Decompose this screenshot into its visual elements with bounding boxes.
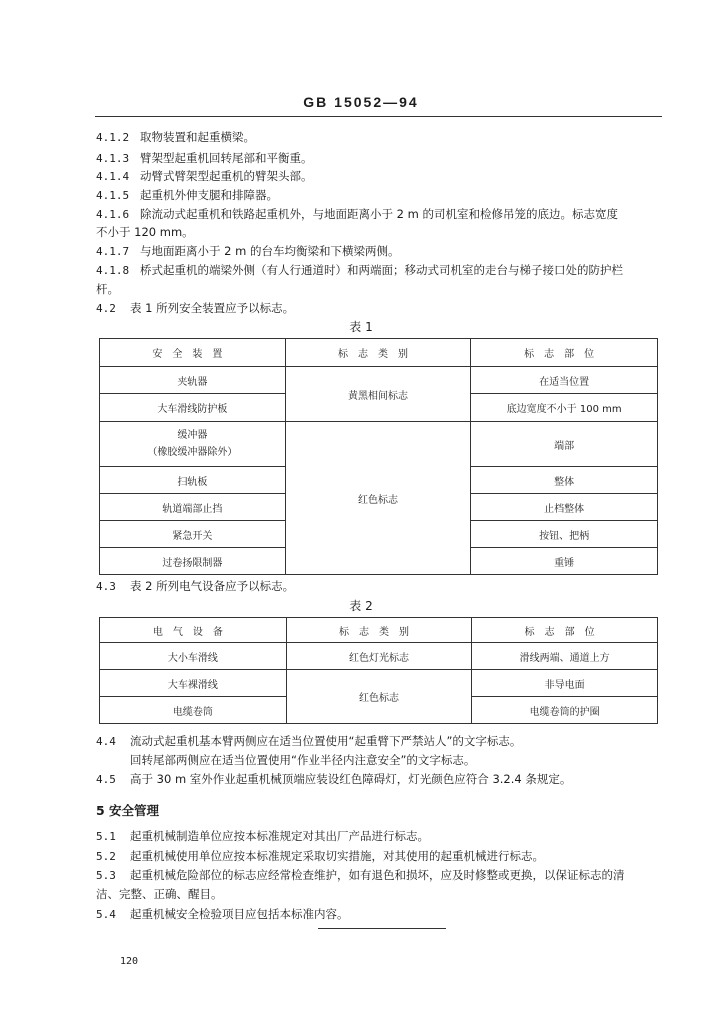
clause-number: 4.1.3 xyxy=(96,152,130,165)
table-cell: 滑线两端、通道上方 xyxy=(472,643,658,670)
clause-number: 4.2 xyxy=(96,302,116,315)
table-header-cell: 标志类别 xyxy=(286,618,472,643)
clause-text: 取物装置和起重横梁。 xyxy=(140,130,255,144)
clause-5-2 xyxy=(96,846,666,867)
table-cell: 在适当位置 xyxy=(471,367,658,394)
table-2-caption: 表 2 xyxy=(349,599,373,613)
cell-line: （橡胶缓冲器除外） xyxy=(147,447,238,458)
clause-number: 5.3 xyxy=(96,869,116,882)
table-cell: 红色标志 xyxy=(285,422,471,575)
table-cell: 大车滑线防护板 xyxy=(100,394,286,422)
clause-number: 5.4 xyxy=(96,908,116,921)
clause-text: 表 1 所列安全装置应予以标志。 xyxy=(130,301,295,315)
table-row xyxy=(100,422,658,467)
table-header-row xyxy=(100,618,658,643)
clause-5-1 xyxy=(96,826,666,847)
table-cell: 止档整体 xyxy=(471,494,658,521)
clause-text: 起重机械安全检验项目应包括本标准内容。 xyxy=(130,907,349,921)
table-cell: 电缆卷筒 xyxy=(100,697,287,724)
clause-4-1-8 xyxy=(96,260,666,281)
clause-4-1-4 xyxy=(96,166,666,187)
table-cell: 电缆卷筒的护圈 xyxy=(472,697,658,724)
table-row xyxy=(100,643,658,670)
clause-4-1-7 xyxy=(96,241,666,262)
table-header-cell: 标志类别 xyxy=(285,339,471,367)
table-cell: 大车裸滑线 xyxy=(100,670,287,697)
table-1 xyxy=(99,338,658,575)
clause-text: 流动式起重机基本臂两侧应在适当位置使用“起重臂下严禁站人”的文字标志。 xyxy=(130,734,522,748)
clause-number: 5.1 xyxy=(96,830,116,843)
clause-4-1-8-continued: 杆。 xyxy=(96,282,119,296)
clause-4-2 xyxy=(96,298,666,319)
clause-number: 4.5 xyxy=(96,773,116,786)
table-header-row xyxy=(100,339,658,367)
end-rule xyxy=(318,928,446,929)
table-header-cell: 标志部位 xyxy=(471,339,658,367)
clause-4-1-6-continued: 不小于 120 mm。 xyxy=(96,225,194,239)
table-cell: 重锤 xyxy=(471,548,658,575)
clause-text: 臂架型起重机回转尾部和平衡重。 xyxy=(140,151,313,165)
table-cell: 端部 xyxy=(471,422,658,467)
table-cell: 扫轨板 xyxy=(100,467,286,494)
clause-text: 桥式起重机的端梁外侧（有人行通道时）和两端面；移动式司机室的走台与梯子接口处的防护栏 xyxy=(140,263,623,277)
clause-number: 4.1.7 xyxy=(96,245,130,258)
table-cell: 夹轨器 xyxy=(100,367,286,394)
clause-5-3-continued: 洁、完整、正确、醒目。 xyxy=(96,887,223,901)
table-cell: 红色灯光标志 xyxy=(286,643,472,670)
clause-4-4 xyxy=(96,731,666,752)
clause-text: 动臂式臂架型起重机的臂架头部。 xyxy=(140,169,313,183)
clause-4-1-2 xyxy=(96,127,666,148)
cell-line: 缓冲器 xyxy=(177,430,208,441)
table-row xyxy=(100,670,658,697)
clause-text: 起重机外伸支腿和排障器。 xyxy=(140,188,278,202)
table-header-cell: 安全装置 xyxy=(100,339,286,367)
clause-number: 4.1.5 xyxy=(96,189,130,202)
clause-number: 4.1.8 xyxy=(96,264,130,277)
table-1-caption: 表 1 xyxy=(349,320,373,334)
table-2 xyxy=(99,617,658,724)
clause-number: 4.3 xyxy=(96,580,116,593)
clause-text: 高于 30 m 室外作业起重机械顶端应装设红色障碍灯，灯光颜色应符合 3.2.4 条规定。 xyxy=(130,772,572,786)
table-cell: 紧急开关 xyxy=(100,521,286,548)
table-cell: 黄黑相间标志 xyxy=(285,367,471,422)
table-header-cell: 标志部位 xyxy=(472,618,658,643)
clause-4-3 xyxy=(96,576,666,597)
table-cell: 非导电面 xyxy=(472,670,658,697)
clause-text: 起重机械使用单位应按本标准规定采取切实措施，对其使用的起重机械进行标志。 xyxy=(130,849,544,863)
table-cell: 整体 xyxy=(471,467,658,494)
clause-4-4-continued: 回转尾部两侧应在适当位置使用“作业半径内注意安全”的文字标志。 xyxy=(130,753,476,767)
clause-number: 5.2 xyxy=(96,850,116,863)
page-number: 120 xyxy=(120,956,139,967)
section-5-heading: 5 安全管理 xyxy=(96,803,160,818)
table-cell: 大小车滑线 xyxy=(100,643,287,670)
table-row xyxy=(100,367,658,394)
table-cell: 底边宽度不小于 100 mm xyxy=(471,394,658,422)
clause-4-1-5 xyxy=(96,185,666,206)
clause-number: 4.1.2 xyxy=(96,131,130,144)
table-cell: 按钮、把柄 xyxy=(471,521,658,548)
clause-text: 起重机械制造单位应按本标准规定对其出厂产品进行标志。 xyxy=(130,829,429,843)
table-cell xyxy=(100,422,286,467)
header-rule xyxy=(95,116,662,117)
clause-text: 表 2 所列电气设备应予以标志。 xyxy=(130,579,295,593)
clause-text: 起重机械危险部位的标志应经常检查维护，如有退色和损坏，应及时修整或更换，以保证标志的清 xyxy=(130,868,625,882)
clause-4-5 xyxy=(96,769,666,790)
table-header-cell: 电气设备 xyxy=(100,618,287,643)
clause-5-3 xyxy=(96,865,666,886)
clause-text: 与地面距离小于 2 m 的台车均衡梁和下横梁两侧。 xyxy=(140,244,400,258)
clause-number: 4.4 xyxy=(96,735,116,748)
clause-number: 4.1.4 xyxy=(96,170,130,183)
table-cell: 红色标志 xyxy=(286,670,472,724)
clause-number: 4.1.6 xyxy=(96,208,130,221)
clause-5-4 xyxy=(96,904,666,925)
page-header: GB 15052—94 xyxy=(303,94,419,110)
table-cell: 轨道端部止挡 xyxy=(100,494,286,521)
table-cell: 过卷扬限制器 xyxy=(100,548,286,575)
clause-text: 除流动式起重机和铁路起重机外，与地面距离小于 2 m 的司机室和检修吊笼的底边。标志宽度 xyxy=(140,207,618,221)
